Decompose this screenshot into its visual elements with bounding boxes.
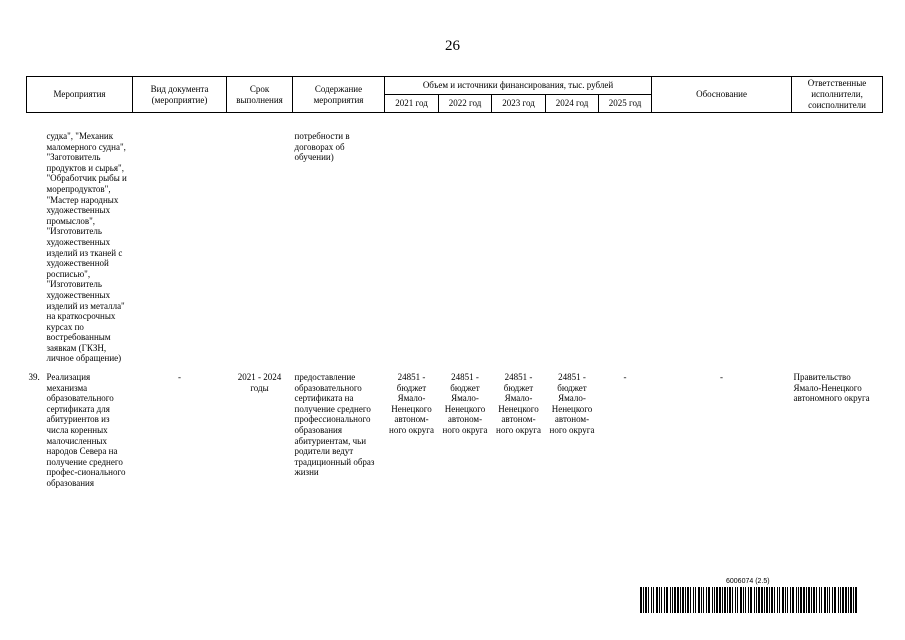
doc-type-cell: -: [178, 372, 182, 383]
barcode-label: 6006074 (2.5): [726, 578, 770, 585]
header-activities: Мероприятия: [27, 77, 133, 113]
doc-type-cell: [133, 113, 227, 373]
financing-2025-cell: [599, 113, 652, 373]
page-number: 26: [445, 38, 460, 54]
header-basis: Обоснование: [652, 77, 792, 113]
financing-2021-cell: [385, 113, 439, 373]
header-doc-type: Вид документа (мероприятие): [133, 77, 227, 113]
financing-2023-cell: 24851 - бюджет Ямало-Ненецкого автоном-ного округа: [496, 372, 541, 436]
activities-table: [26, 76, 883, 489]
header-year-2025: 2025 год: [599, 95, 652, 113]
deadline-cell: [227, 113, 293, 373]
row-number: [27, 113, 45, 373]
barcode: [640, 587, 858, 613]
deadline-cell: 2021 - 2024 годы: [237, 372, 282, 393]
header-responsible: Ответственные исполнители, соисполнители: [792, 77, 883, 113]
table-header: [27, 77, 883, 113]
basis-cell: [652, 113, 792, 373]
content-cell: предоставление образовательного сертификата на получение среднего профессионального образования абитуриентам, чьи родители ведут традиционный образ жизни: [294, 372, 375, 478]
activity-cell: Реализация механизма образовательного сертификата для абитуриентов из числа коренных малочисленных народов Севера на получение среднего профес-сионального образования: [46, 372, 126, 488]
header-financing: Объем и источники финансирования, тыс. рублей: [385, 77, 652, 95]
financing-2024-cell: [546, 113, 599, 373]
financing-2021-cell: 24851 - бюджет Ямало-Ненецкого автоном-ного округа: [389, 372, 434, 436]
header-content: Содержание мероприятия: [293, 77, 385, 113]
header-year-2021: 2021 год: [385, 95, 439, 113]
financing-2022-cell: [439, 113, 492, 373]
financing-2025-cell: -: [623, 372, 627, 383]
table-row: [27, 372, 883, 489]
basis-cell: -: [720, 372, 724, 383]
activity-cell: судка", "Механик маломерного судна", "Заготовитель продуктов и сырья", "Обработчик рыбы и морепродуктов", "Мастер народных художественных промыслов", "Изготовитель художественных изделий из тканей с художественной росписью", "Изготовитель художественных изделий из металла" на краткосрочных курсах по востребованным заявкам (ГКЗН, личное обращение): [46, 131, 127, 364]
responsible-cell: Правительство Ямало-Ненецкого автономного округа: [793, 372, 870, 404]
content-cell: потребности в договорах об обучении): [294, 131, 350, 163]
financing-2023-cell: [492, 113, 546, 373]
header-year-2023: 2023 год: [492, 95, 546, 113]
header-year-2022: 2022 год: [439, 95, 492, 113]
financing-2022-cell: 24851 - бюджет Ямало-Ненецкого автоном-ного округа: [442, 372, 488, 436]
financing-2024-cell: 24851 - бюджет Ямало-Ненецкого автоном-ного округа: [549, 372, 595, 436]
header-deadline: Срок выполнения: [227, 77, 293, 113]
row-number: 39.: [28, 372, 40, 383]
header-year-2024: 2024 год: [546, 95, 599, 113]
table-row: [27, 113, 883, 373]
responsible-cell: [792, 113, 883, 373]
